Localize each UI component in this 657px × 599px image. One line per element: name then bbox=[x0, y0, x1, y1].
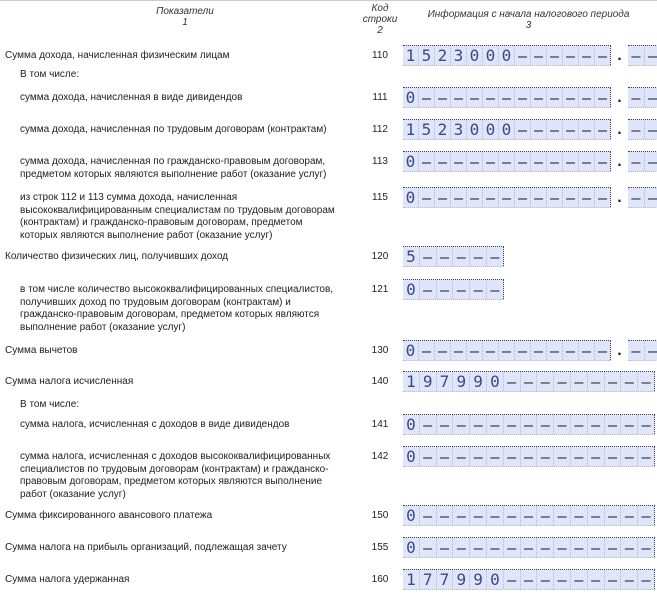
field-112[interactable] bbox=[403, 119, 657, 140]
digit-cell: 0 bbox=[403, 506, 420, 525]
decimal-separator: . bbox=[617, 152, 622, 170]
empty-cell: – bbox=[451, 152, 467, 171]
row-label: Сумма дохода, начисленная физическим лицам bbox=[5, 50, 230, 61]
digit-cell: 9 bbox=[470, 570, 487, 589]
empty-cell: – bbox=[554, 372, 571, 391]
empty-cell: – bbox=[621, 415, 638, 434]
empty-cell: – bbox=[419, 188, 435, 207]
empty-cell: – bbox=[487, 447, 504, 466]
digit-cell: 7 bbox=[437, 570, 454, 589]
row-label: в том числе количество высококвалифицированных специалистов, получивших доход по трудовым договорам (контрактам) и гражданско-правовым договорам, предметом которых являются выполнение работ (оказание услуг) bbox=[20, 284, 334, 333]
digit-cell: 0 bbox=[483, 120, 499, 139]
empty-cell: – bbox=[504, 538, 521, 557]
empty-cell: – bbox=[467, 188, 483, 207]
row-code: 110 bbox=[372, 50, 388, 61]
empty-cell: – bbox=[588, 447, 605, 466]
digit-cell: 1 bbox=[403, 120, 419, 139]
row-label: из строк 112 и 113 сумма дохода, начисленная высококвалифицированным специалистам по трудовым договорам (контрактам) и гражданско-правовым договорам, предметом которых являются выполнение работ (оказание услуг) bbox=[20, 192, 335, 241]
empty-cell: – bbox=[487, 506, 504, 525]
digit-cells bbox=[403, 414, 655, 435]
empty-cell: – bbox=[605, 506, 622, 525]
empty-cell: – bbox=[437, 538, 454, 557]
digit-cell: 0 bbox=[403, 538, 420, 557]
digit-cell: 1 bbox=[403, 570, 420, 589]
row-code: 150 bbox=[371, 510, 389, 521]
empty-cell: – bbox=[531, 188, 547, 207]
digit-cells bbox=[403, 119, 611, 140]
digit-cell: 9 bbox=[470, 372, 487, 391]
empty-cell: – bbox=[435, 152, 451, 171]
row-code: 142 bbox=[371, 451, 389, 462]
empty-cell: – bbox=[483, 152, 499, 171]
empty-cell: – bbox=[645, 188, 657, 207]
digit-cells bbox=[403, 446, 655, 467]
row-code: 155 bbox=[371, 542, 389, 553]
empty-cell: – bbox=[628, 46, 645, 65]
empty-cell: – bbox=[645, 152, 657, 171]
empty-cell: – bbox=[579, 341, 595, 360]
section-note: В том числе: bbox=[20, 399, 80, 410]
empty-cell: – bbox=[547, 120, 563, 139]
decimal-separator: . bbox=[617, 88, 622, 106]
empty-cell: – bbox=[437, 506, 454, 525]
field-111[interactable] bbox=[403, 87, 657, 108]
digit-cells bbox=[628, 87, 657, 108]
digit-cells bbox=[628, 340, 657, 361]
digit-cells bbox=[403, 151, 611, 172]
empty-cell: – bbox=[531, 120, 547, 139]
field-155[interactable] bbox=[403, 537, 655, 558]
empty-cell: – bbox=[563, 120, 579, 139]
empty-cell: – bbox=[628, 188, 645, 207]
empty-cell: – bbox=[628, 341, 645, 360]
empty-cell: – bbox=[451, 341, 467, 360]
empty-cell: – bbox=[554, 538, 571, 557]
digit-cells bbox=[403, 87, 611, 108]
header-col2-label-b: строки bbox=[362, 14, 398, 25]
header-col3-label: Информация с начала налогового периода bbox=[427, 9, 630, 20]
empty-cell: – bbox=[638, 570, 655, 589]
row-code: 130 bbox=[371, 345, 389, 356]
row-code: 111 bbox=[372, 92, 388, 103]
empty-cell: – bbox=[645, 88, 657, 107]
digit-cell: 0 bbox=[403, 88, 419, 107]
digit-cells bbox=[628, 119, 657, 140]
empty-cell: – bbox=[420, 247, 437, 266]
empty-cell: – bbox=[504, 447, 521, 466]
decimal-separator: . bbox=[617, 120, 622, 138]
empty-cell: – bbox=[487, 247, 504, 266]
empty-cell: – bbox=[521, 570, 538, 589]
row-label: Количество физических лиц, получивших доход bbox=[5, 251, 229, 262]
row-label: Сумма налога исчисленная bbox=[5, 376, 134, 387]
empty-cell: – bbox=[621, 570, 638, 589]
empty-cell: – bbox=[563, 88, 579, 107]
top-border bbox=[0, 0, 657, 1]
empty-cell: – bbox=[571, 415, 588, 434]
header-col2-label-a: Код bbox=[371, 3, 389, 14]
empty-cell: – bbox=[595, 46, 611, 65]
row-label: сумма дохода, начисленная по трудовым договорам (контрактам) bbox=[20, 124, 327, 135]
digit-cells bbox=[403, 569, 655, 590]
empty-cell: – bbox=[420, 447, 437, 466]
row-code: 160 bbox=[371, 574, 389, 585]
decimal-separator: . bbox=[617, 46, 622, 64]
empty-cell: – bbox=[605, 538, 622, 557]
empty-cell: – bbox=[453, 538, 470, 557]
empty-cell: – bbox=[645, 341, 657, 360]
row-label: Сумма вычетов bbox=[5, 345, 78, 356]
empty-cell: – bbox=[537, 570, 554, 589]
empty-cell: – bbox=[638, 538, 655, 557]
empty-cell: – bbox=[605, 447, 622, 466]
row-label: сумма налога, исчисленная с доходов высококвалифицированных специалистов по трудовым договорам (контрактам) и гражданско-правовым договорам, предметом которых являются выполнение работ (оказание услуг) bbox=[20, 451, 331, 500]
empty-cell: – bbox=[515, 120, 531, 139]
empty-cell: – bbox=[504, 372, 521, 391]
empty-cell: – bbox=[645, 120, 657, 139]
empty-cell: – bbox=[595, 152, 611, 171]
empty-cell: – bbox=[467, 341, 483, 360]
empty-cell: – bbox=[483, 88, 499, 107]
digit-cell: 9 bbox=[420, 372, 437, 391]
empty-cell: – bbox=[579, 188, 595, 207]
digit-cell: 5 bbox=[403, 247, 420, 266]
row-code: 115 bbox=[372, 192, 388, 203]
empty-cell: – bbox=[571, 506, 588, 525]
field-140[interactable] bbox=[403, 371, 655, 392]
empty-cell: – bbox=[499, 152, 515, 171]
empty-cell: – bbox=[537, 447, 554, 466]
header-indicators bbox=[110, 6, 260, 28]
row-code: 113 bbox=[372, 156, 388, 167]
digit-cells bbox=[628, 45, 657, 66]
empty-cell: – bbox=[547, 46, 563, 65]
empty-cell: – bbox=[470, 447, 487, 466]
empty-cell: – bbox=[420, 280, 437, 299]
empty-cell: – bbox=[571, 447, 588, 466]
empty-cell: – bbox=[437, 280, 454, 299]
empty-cell: – bbox=[504, 570, 521, 589]
digit-cells bbox=[403, 371, 655, 392]
empty-cell: – bbox=[547, 88, 563, 107]
empty-cell: – bbox=[638, 415, 655, 434]
empty-cell: – bbox=[588, 538, 605, 557]
digit-cell: 0 bbox=[403, 415, 420, 434]
empty-cell: – bbox=[628, 88, 645, 107]
empty-cell: – bbox=[531, 341, 547, 360]
digit-cell: 0 bbox=[403, 341, 419, 360]
empty-cell: – bbox=[470, 247, 487, 266]
decimal-separator: . bbox=[617, 188, 622, 206]
empty-cell: – bbox=[521, 447, 538, 466]
row-code: 140 bbox=[371, 376, 389, 387]
digit-cell: 0 bbox=[403, 447, 420, 466]
row-code: 112 bbox=[372, 124, 388, 135]
digit-cell: 2 bbox=[435, 46, 451, 65]
empty-cell: – bbox=[515, 88, 531, 107]
empty-cell: – bbox=[595, 120, 611, 139]
empty-cell: – bbox=[537, 506, 554, 525]
empty-cell: – bbox=[638, 372, 655, 391]
empty-cell: – bbox=[563, 46, 579, 65]
empty-cell: – bbox=[588, 506, 605, 525]
empty-cell: – bbox=[499, 88, 515, 107]
empty-cell: – bbox=[483, 341, 499, 360]
empty-cell: – bbox=[435, 341, 451, 360]
digit-cell: 9 bbox=[453, 570, 470, 589]
row-label: Сумма налога удержанная bbox=[5, 574, 130, 585]
header-col2-number: 2 bbox=[377, 25, 383, 36]
empty-cell: – bbox=[531, 88, 547, 107]
digit-cell: 0 bbox=[467, 46, 483, 65]
digit-cell: 1 bbox=[403, 372, 420, 391]
empty-cell: – bbox=[451, 188, 467, 207]
empty-cell: – bbox=[554, 415, 571, 434]
field-142[interactable] bbox=[403, 446, 655, 467]
digit-cell: 0 bbox=[483, 46, 499, 65]
empty-cell: – bbox=[515, 46, 531, 65]
digit-cell: 7 bbox=[437, 372, 454, 391]
empty-cell: – bbox=[435, 188, 451, 207]
digit-cells bbox=[403, 279, 504, 300]
empty-cell: – bbox=[419, 341, 435, 360]
field-160[interactable] bbox=[403, 569, 655, 590]
empty-cell: – bbox=[504, 506, 521, 525]
row-code: 141 bbox=[371, 419, 389, 430]
empty-cell: – bbox=[420, 506, 437, 525]
empty-cell: – bbox=[638, 506, 655, 525]
empty-cell: – bbox=[588, 372, 605, 391]
empty-cell: – bbox=[531, 46, 547, 65]
row-label: Сумма фиксированного авансового платежа bbox=[5, 510, 213, 521]
digit-cell: 3 bbox=[451, 46, 467, 65]
empty-cell: – bbox=[437, 447, 454, 466]
empty-cell: – bbox=[571, 570, 588, 589]
digit-cells bbox=[628, 151, 657, 172]
empty-cell: – bbox=[563, 341, 579, 360]
empty-cell: – bbox=[515, 152, 531, 171]
empty-cell: – bbox=[521, 415, 538, 434]
empty-cell: – bbox=[588, 570, 605, 589]
empty-cell: – bbox=[515, 188, 531, 207]
digit-cells bbox=[403, 537, 655, 558]
digit-cell: 7 bbox=[420, 570, 437, 589]
field-141[interactable] bbox=[403, 414, 655, 435]
empty-cell: – bbox=[453, 506, 470, 525]
empty-cell: – bbox=[521, 506, 538, 525]
empty-cell: – bbox=[571, 372, 588, 391]
row-code: 121 bbox=[371, 284, 389, 295]
digit-cell: 2 bbox=[435, 120, 451, 139]
empty-cell: – bbox=[470, 415, 487, 434]
empty-cell: – bbox=[420, 415, 437, 434]
digit-cell: 0 bbox=[499, 46, 515, 65]
digit-cell: 0 bbox=[487, 570, 504, 589]
digit-cell: 0 bbox=[403, 188, 419, 207]
field-120[interactable] bbox=[403, 246, 504, 267]
field-110[interactable] bbox=[403, 45, 657, 66]
header-col3-number: 3 bbox=[525, 20, 532, 31]
empty-cell: – bbox=[595, 88, 611, 107]
empty-cell: – bbox=[645, 46, 657, 65]
digit-cells bbox=[403, 505, 655, 526]
empty-cell: – bbox=[628, 152, 645, 171]
row-label: сумма налога, исчисленная с доходов в виде дивидендов bbox=[20, 419, 290, 430]
empty-cell: – bbox=[521, 538, 538, 557]
empty-cell: – bbox=[579, 88, 595, 107]
empty-cell: – bbox=[521, 372, 538, 391]
field-130[interactable] bbox=[403, 340, 657, 361]
empty-cell: – bbox=[554, 447, 571, 466]
empty-cell: – bbox=[621, 447, 638, 466]
empty-cell: – bbox=[419, 152, 435, 171]
empty-cell: – bbox=[483, 188, 499, 207]
header-col1-number: 1 bbox=[182, 17, 188, 28]
empty-cell: – bbox=[621, 506, 638, 525]
digit-cell: 9 bbox=[453, 372, 470, 391]
section-note: В том числе: bbox=[20, 69, 80, 80]
empty-cell: – bbox=[453, 280, 470, 299]
digit-cell: 0 bbox=[467, 120, 483, 139]
header-code bbox=[360, 3, 400, 36]
digit-cells bbox=[403, 340, 611, 361]
empty-cell: – bbox=[579, 152, 595, 171]
digit-cell: 0 bbox=[487, 372, 504, 391]
empty-cell: – bbox=[437, 247, 454, 266]
digit-cells bbox=[628, 187, 657, 208]
empty-cell: – bbox=[595, 341, 611, 360]
digit-cell: 0 bbox=[403, 280, 420, 299]
empty-cell: – bbox=[605, 415, 622, 434]
empty-cell: – bbox=[487, 415, 504, 434]
digit-cell: 1 bbox=[403, 46, 419, 65]
empty-cell: – bbox=[470, 538, 487, 557]
empty-cell: – bbox=[420, 538, 437, 557]
empty-cell: – bbox=[453, 247, 470, 266]
empty-cell: – bbox=[435, 88, 451, 107]
field-115[interactable] bbox=[403, 187, 657, 208]
row-label: Сумма налога на прибыль организаций, подлежащая зачету bbox=[5, 542, 287, 553]
digit-cell: 3 bbox=[451, 120, 467, 139]
empty-cell: – bbox=[638, 447, 655, 466]
empty-cell: – bbox=[537, 415, 554, 434]
empty-cell: – bbox=[487, 280, 504, 299]
empty-cell: – bbox=[453, 447, 470, 466]
empty-cell: – bbox=[621, 372, 638, 391]
empty-cell: – bbox=[470, 506, 487, 525]
empty-cell: – bbox=[621, 538, 638, 557]
empty-cell: – bbox=[531, 152, 547, 171]
empty-cell: – bbox=[504, 415, 521, 434]
empty-cell: – bbox=[537, 372, 554, 391]
empty-cell: – bbox=[579, 46, 595, 65]
digit-cells bbox=[403, 45, 611, 66]
header-info bbox=[400, 9, 657, 31]
empty-cell: – bbox=[554, 570, 571, 589]
empty-cell: – bbox=[605, 570, 622, 589]
row-code: 120 bbox=[371, 251, 389, 262]
empty-cell: – bbox=[437, 415, 454, 434]
digit-cell: 5 bbox=[419, 46, 435, 65]
empty-cell: – bbox=[487, 538, 504, 557]
decimal-separator: . bbox=[617, 341, 622, 359]
digit-cell: 0 bbox=[403, 152, 419, 171]
empty-cell: – bbox=[605, 372, 622, 391]
field-150[interactable] bbox=[403, 505, 655, 526]
header-col1-label: Показатели bbox=[156, 6, 214, 17]
digit-cells bbox=[403, 246, 504, 267]
empty-cell: – bbox=[547, 188, 563, 207]
empty-cell: – bbox=[628, 120, 645, 139]
empty-cell: – bbox=[515, 341, 531, 360]
empty-cell: – bbox=[547, 341, 563, 360]
empty-cell: – bbox=[470, 280, 487, 299]
empty-cell: – bbox=[595, 188, 611, 207]
row-label: сумма дохода, начисленная по гражданско-правовым договорам, предметом которых являются выполнение работ (оказание услуг) bbox=[20, 156, 327, 180]
empty-cell: – bbox=[499, 188, 515, 207]
empty-cell: – bbox=[499, 341, 515, 360]
empty-cell: – bbox=[563, 152, 579, 171]
empty-cell: – bbox=[547, 152, 563, 171]
empty-cell: – bbox=[467, 88, 483, 107]
empty-cell: – bbox=[467, 152, 483, 171]
empty-cell: – bbox=[554, 506, 571, 525]
digit-cell: 0 bbox=[499, 120, 515, 139]
field-121[interactable] bbox=[403, 279, 504, 300]
digit-cell: 5 bbox=[419, 120, 435, 139]
empty-cell: – bbox=[579, 120, 595, 139]
empty-cell: – bbox=[537, 538, 554, 557]
empty-cell: – bbox=[563, 188, 579, 207]
empty-cell: – bbox=[571, 538, 588, 557]
empty-cell: – bbox=[451, 88, 467, 107]
empty-cell: – bbox=[453, 415, 470, 434]
field-113[interactable] bbox=[403, 151, 657, 172]
empty-cell: – bbox=[419, 88, 435, 107]
row-label: сумма дохода, начисленная в виде дивидендов bbox=[20, 92, 243, 103]
digit-cells bbox=[403, 187, 611, 208]
empty-cell: – bbox=[588, 415, 605, 434]
